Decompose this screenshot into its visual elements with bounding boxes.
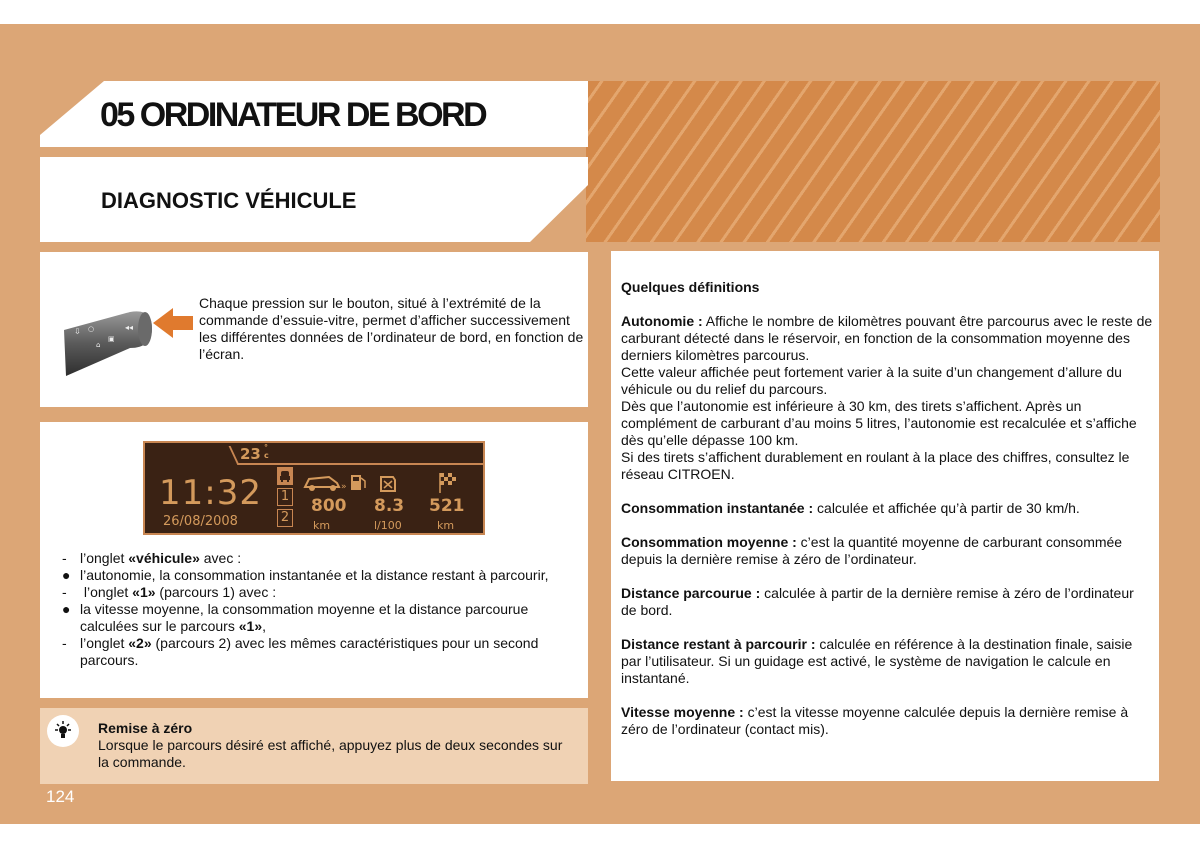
tab-trip-1[interactable]: 1: [277, 488, 293, 506]
chapter-number: 05: [100, 96, 133, 134]
tip-icon-badge: [47, 715, 79, 747]
page-title: [100, 96, 485, 135]
tip-title: Remise à zéro: [98, 720, 193, 736]
car-side-icon: [305, 477, 339, 491]
section-title: DIAGNOSTIC VÉHICULE: [101, 188, 357, 213]
display-icons: [301, 469, 481, 495]
definition-item: Distance parcourue : calculée à partir de la dernière remise à zéro de l’ordinateur de bord.: [621, 585, 1134, 618]
display-distance-unit: km: [437, 519, 455, 532]
definition-item: Consommation moyenne : c’est la quantité moyenne de carburant consommée depuis la dernière remise à zéro de l’ordinateur.: [621, 534, 1123, 567]
tab-trip-2[interactable]: 2: [277, 509, 293, 527]
svg-text:○: ○: [88, 325, 95, 333]
display-top-line: [242, 463, 483, 465]
list-item: - l’onglet «véhicule» avec :: [62, 550, 242, 566]
chapter-title: ORDINATEUR DE BORD: [139, 96, 486, 134]
svg-text:⇩: ⇩: [74, 327, 81, 336]
display-temperature: 23: [240, 445, 261, 463]
definition-item: Distance restant à parcourir : calculée en référence à la destination finale, saisie par l’utilisateur. Si un guidage est activé, le système de navigation le calcule en instantané.: [621, 636, 1133, 686]
display-tabs: [277, 467, 295, 529]
lightbulb-icon: [53, 721, 73, 741]
tip-text: Lorsque le parcours désiré est affiché, appuyez plus de deux secondes sur la commande.: [98, 737, 563, 770]
list-item: - l’onglet «2» (parcours 2) avec les mêmes caractéristiques pour un second parcours.: [62, 635, 539, 668]
svg-text:◂◂: ◂◂: [125, 323, 134, 332]
wiper-stalk-icon: [60, 300, 156, 380]
definition-item: Autonomie : Affiche le nombre de kilomètres pouvant être parcourus avec le reste de carburant détecté dans le réservoir, en fonction de la consommation moyenne des derniers kilomètres parcourus. Cette valeur affichée peut fortement varier à la suite d’un changement d’allure du véhicule ou du relief du parcours. Dès que l’autonomie est inférieure à 30 km, des tirets s’affichent. Après un complément de carburant d’au moins 5 litres, l’autonomie est recalculée et s’affiche dès qu’elle dépasse 100 km. Si des tirets s’affichent durablement en roulant à la place des chiffres, consultez le réseau CITROEN.: [621, 313, 1153, 482]
definition-item: Consommation instantanée : calculée et affichée qu’à partir de 30 km/h.: [621, 500, 1080, 516]
svg-text:⌂: ⌂: [96, 341, 101, 349]
tab-vehicle[interactable]: [277, 467, 293, 485]
list-item: - l’onglet «1» (parcours 1) avec :: [62, 584, 277, 600]
stalk-description: Chaque pression sur le bouton, situé à l’extrémité de la commande d’essuie-vitre, permet d’afficher successivement les différentes données de l’ordinateur de bord, en fonction de l’écran.: [199, 295, 584, 362]
list-item: ● l’autonomie, la consommation instantanée et la distance restant à parcourir,: [62, 567, 549, 583]
definition-item: Vitesse moyenne : c’est la vitesse moyenne calculée depuis la dernière remise à zéro de l’ordinateur (contact mis).: [621, 704, 1129, 737]
header-stripes: [586, 81, 1160, 242]
display-autonomy-unit: km: [313, 519, 331, 532]
car-front-icon: [279, 469, 291, 483]
svg-text:»: »: [341, 482, 347, 492]
definitions-heading: Quelques définitions: [621, 279, 760, 295]
page-number: 124: [46, 787, 75, 806]
display-autonomy-value: 800: [311, 496, 347, 516]
definitions: [621, 279, 1153, 755]
arrow-icon: [151, 306, 195, 340]
fuel-pump-icon: [351, 475, 365, 490]
checkered-flag-icon: [440, 473, 456, 493]
jerrycan-icon: [381, 477, 395, 491]
display-temperature-unit: ° c: [264, 443, 269, 460]
display-consumption-unit: l/100: [374, 519, 402, 532]
trip-computer-display: [143, 441, 485, 535]
display-distance-value: 521: [429, 496, 465, 516]
tab-list: [60, 550, 560, 669]
display-date: 26/08/2008: [163, 514, 238, 529]
list-item: ● la vitesse moyenne, la consommation moyenne et la distance parcourue calculées sur le parcours «1»,: [62, 601, 529, 634]
display-consumption-value: 8.3: [374, 496, 405, 516]
svg-text:▣: ▣: [108, 335, 115, 343]
display-clock: 11:32: [159, 473, 262, 513]
